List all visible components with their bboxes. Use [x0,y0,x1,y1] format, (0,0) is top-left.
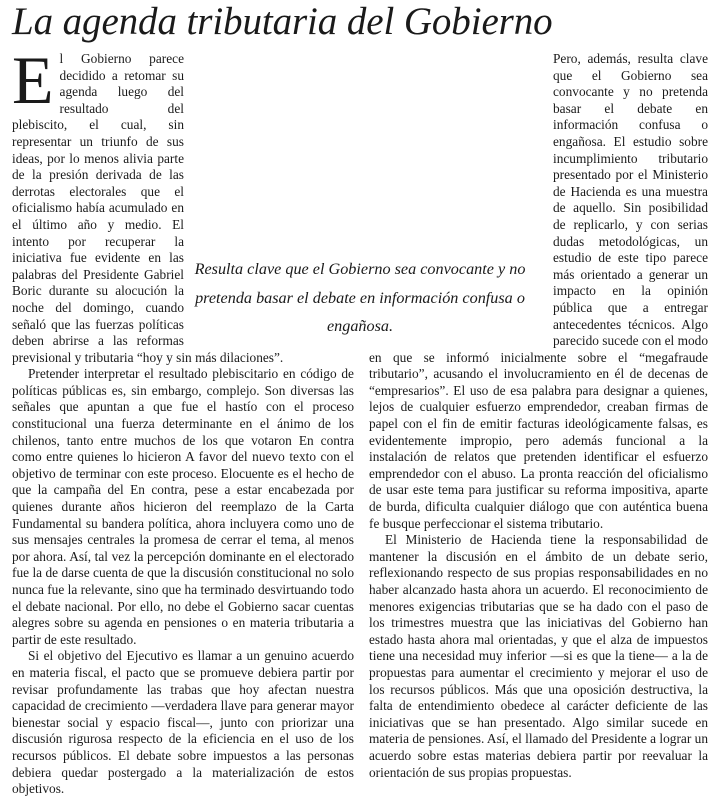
right-column [369,51,708,781]
dropcap: E [12,42,54,118]
left-paragraph-3: Si el objetivo del Ejecutivo es llamar a un genuino acuerdo en materia fiscal, el pacto que se promueve debiera partir por revisar profundamente las trabas que hoy afectan nuestra capacidad de crecimiento —verdadera llave para generar mayor bienestar social y espacio fiscal—, junto con priorizar una discusión rigurosa respecto de la eficiencia en el uso de los recursos públicos. El debate sobre impuestos a las personas debiera quedar postergado a la materialización de estos objetivos. [12,648,354,797]
pullquote-text: Resulta clave que el Gobierno sea convocante y no pretenda basar el debate en información confusa o engañosa. [194,260,526,336]
headline: La agenda tributaria del Gobierno [12,0,553,43]
left-paragraph-2: Pretender interpretar el resultado plebiscitario en código de políticas públicas es, sin embargo, complejo. Son diversas las señales que apuntan a que fue el hastío con el proceso constitucional una fuerza determinante en el ánimo de los chilenos, tanto entre muchos de los que votaron En contra como entre quienes lo hicieron A favor del nuevo texto con el objetivo de terminar con este proceso. Elocuente es el hecho de que la campaña del En contra, pese a estar encabezada por quienes durante años hicieron del reemplazo de la Carta Fundamental su bandera política, ahora incluyera como uno de sus mensajes centrales la promesa de cerrar el tema, al menos por ahora. Así, tal vez la percepción dominante en el electorado fue la de darse cuenta de que la discusión constitucional no solo nunca fue la relevante, sino que ha terminado desvirtuando todo el debate nacional. Por ello, no debe el Gobierno sacar cuentas alegres sobre su agenda en pensiones o en materia tributaria a partir de este resultado. [12,366,354,647]
left-paragraph-1-text: l Gobierno parece decidido a retomar su agenda luego del resultado del plebiscito, el cual, sin representar un triunfo de sus ideas, por lo menos alivia parte de la presión derivada de las derrotas electorales que el oficialismo había acumulado en el último año y medio. El intento por recuperar la iniciativa fue evidente en las palabras del Presidente Gabriel Boric durante su alocución la noche del domingo, cuando señaló que las fuerzas políticas deben abrirse a las reformas previsional y tributaria “hoy y sin más dilaciones”. [12,51,284,365]
right-paragraph-1: Pero, además, resulta clave que el Gobierno sea convocante y no pretenda basar el debate en información confusa o engañosa. El estudio sobre incumplimiento tributario presentado por el Ministerio de Hacienda es una muestra de aquello. Sin posibilidad de replicarlo, y con serias dudas metodológicas, un estudio de este tipo parece más orientado a generar un impacto en la opinión pública que a entregar antecedentes técnicos. Algo parecido sucede con el modo en que se informó inicialmente sobre el “megafraude tributario”, acusando el involucramiento en él de decenas de “empresarios”. El uso de esa palabra para designar a quienes, lejos de cualquier esfuerzo emprendedor, creaban firmas de papel con el fin de emitir facturas ideológicamente falsas, es evidentemente impropio, pero además funcional a la instalación de relatos que pretenden identificar el esfuerzo emprendedor con el abuso. La pronta reacción del oficialismo de usar este tema para justificar su reforma impositiva, aparte de burda, dificulta cualquier diálogo que con auténtica buena fe busque perfeccionar el sistema tributario. [369,51,708,531]
pullquote [190,252,530,344]
right-paragraph-2: El Ministerio de Hacienda tiene la responsabilidad de mantener la discusión en el ámbito de un debate serio, reflexionando respecto de sus propias responsabilidades en no haber alcanzado hasta ahora un acuerdo. El reconocimiento de menores exigencias tributarias que se ha dado con el paso de los trimestres muestra que las iniciativas del Gobierno han estado hasta ahora mal orientadas, y que el alza de impuestos tiene una necesidad muy inferior —si es que la tiene— a la de propuestas para aumentar el crecimiento y mejorar el uso de los recursos públicos. Más que una oposición destructiva, la falta de entendimiento obedece al carácter deficiente de las iniciativas que se han presentado. Algo similar sucede en materia de pensiones. Así, el llamado del Presidente a lograr un acuerdo sobre estas materias debiera partir por reevaluar la orientación de sus propias propuestas. [369,532,708,780]
left-column [12,42,354,798]
